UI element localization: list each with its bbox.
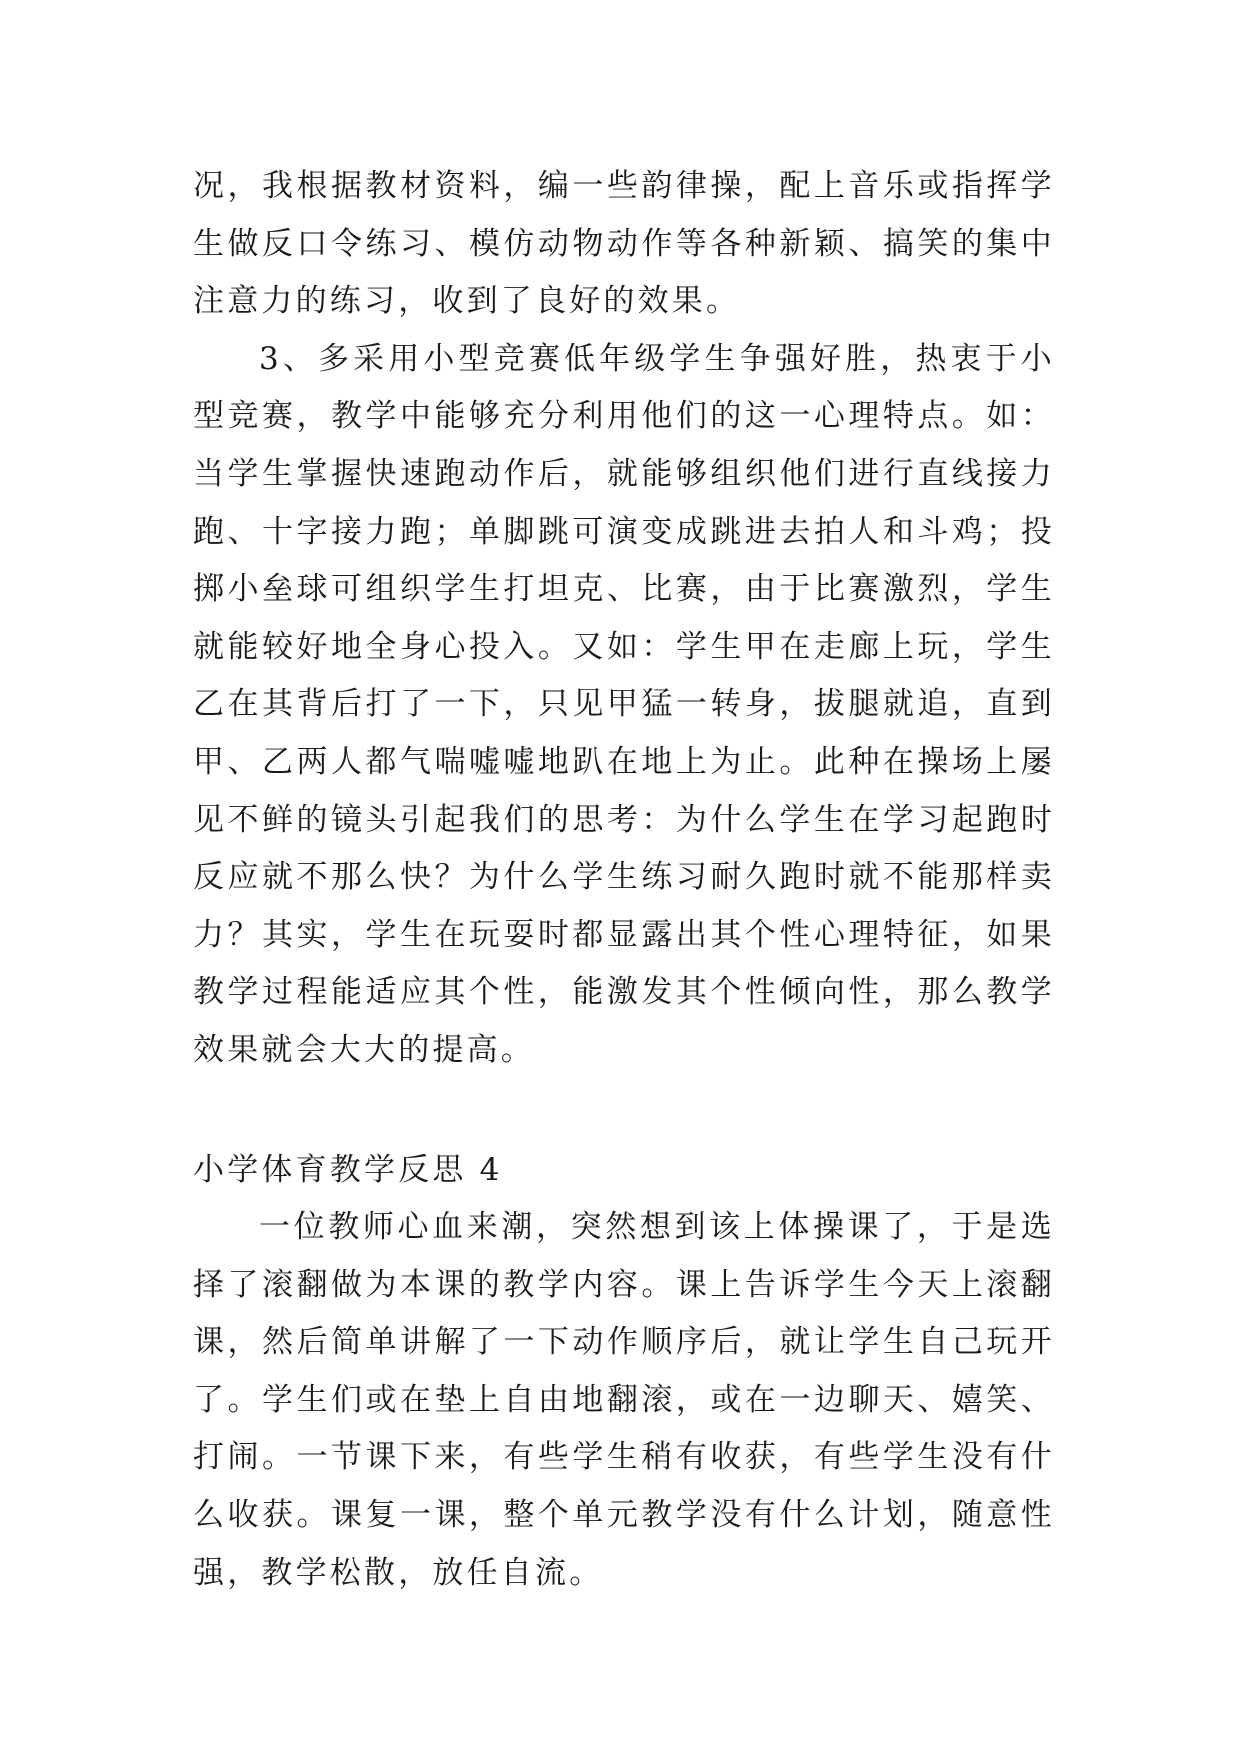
paragraph-small-competitions: 3、多采用小型竞赛低年级学生争强好胜，热衷于小型竞赛，教学中能够充分利用他们的这一心理特点。如：当学生掌握快速跑动作后，就能够组织他们进行直线接力跑、十字接力跑；单脚跳可演变成跳进去拍人和斗鸡；投掷小垒球可组织学生打坦克、比赛，由于比赛激烈，学生就能较好地全身心投入。又如：学生甲在走廊上玩，学生乙在其背后打了一下，只见甲猛一转身，拔腿就追，直到甲、乙两人都气喘嘘嘘地趴在地上为止。此种在操场上屡见不鲜的镜头引起我们的思考：为什么学生在学习起跑时反应就不那么快？为什么学生练习耐久跑时就不能那样卖力？其实，学生在玩耍时都显露出其个性心理特征，如果教学过程能适应其个性，能激发其个性倾向性，那么教学效果就会大大的提高。 bbox=[193, 340, 1055, 1068]
paragraph-continuation: 况，我根据教材资料，编一些韵律操，配上音乐或指挥学生做反口令练习、模仿动物动作等各种新颖、搞笑的集中注意力的练习，收到了良好的效果。 bbox=[193, 168, 1055, 320]
document-page bbox=[193, 158, 1055, 1602]
paragraph-teacher-reflection: 一位教师心血来潮，突然想到该上体操课了，于是选择了滚翻做为本课的教学内容。课上告诉学生今天上滚翻课，然后简单讲解了一下动作顺序后，就让学生自己玩开了。学生们或在垫上自由地翻滚，或在一边聊天、嬉笑、打闹。一节课下来，有些学生稍有收获，有些学生没有什么收获。课复一课，整个单元教学没有什么计划，随意性强，教学松散，放任自流。 bbox=[193, 1209, 1055, 1591]
section-heading: 小学体育教学反思 4 bbox=[193, 1151, 503, 1188]
section-spacer bbox=[193, 1080, 1055, 1142]
